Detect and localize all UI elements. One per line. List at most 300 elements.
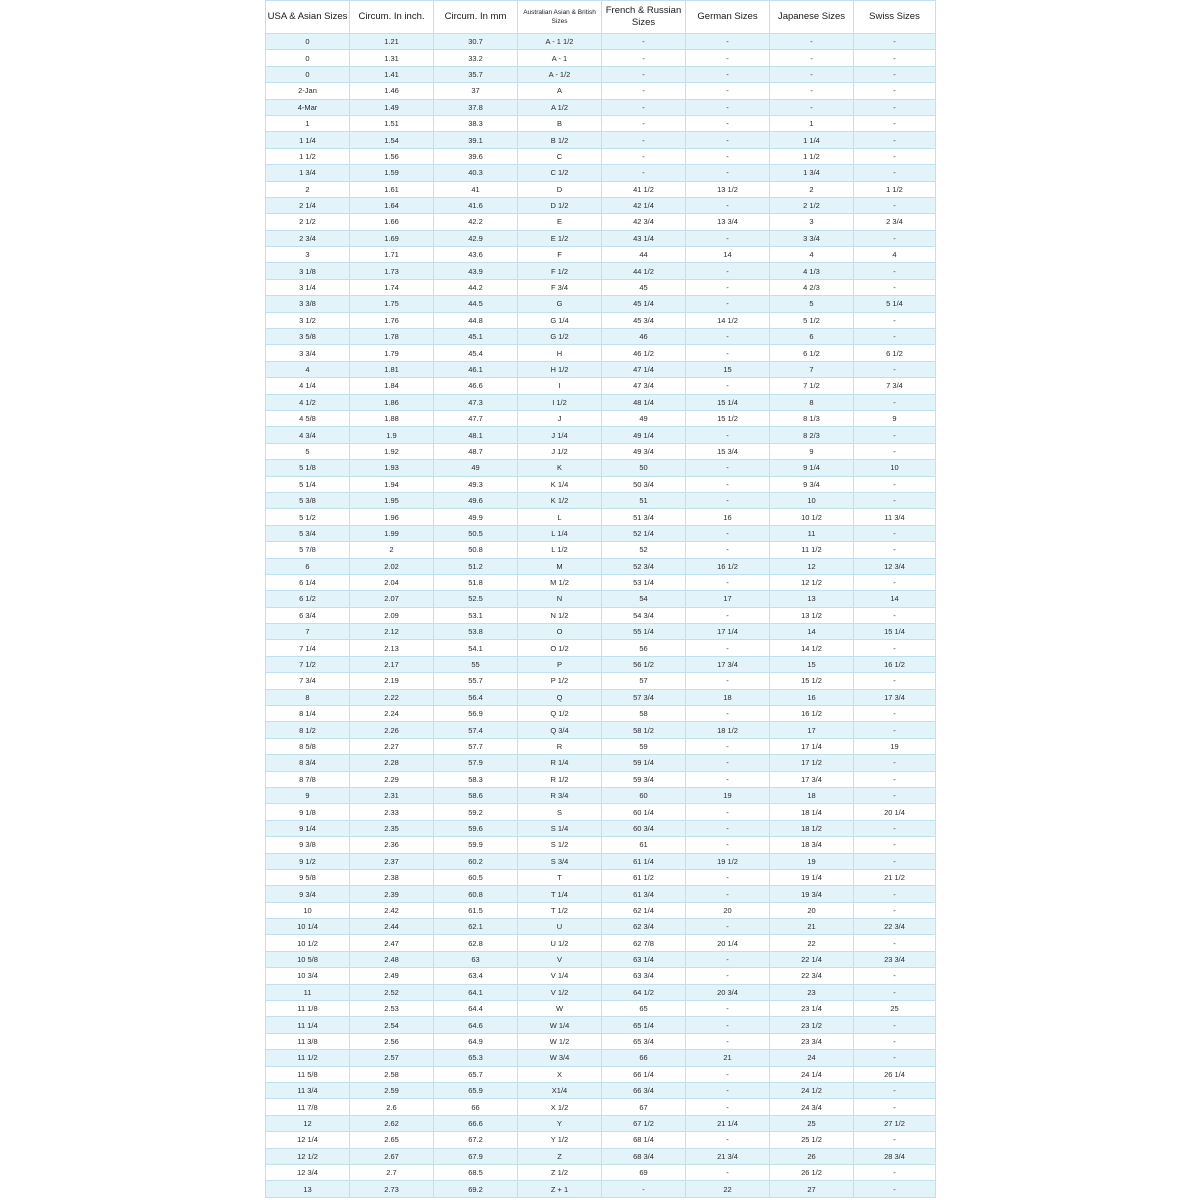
table-row — [266, 1164, 936, 1180]
cell-german-size: - — [686, 673, 770, 689]
cell-circum-inch: 2.73 — [350, 1181, 434, 1197]
table-row — [266, 83, 936, 99]
table-row — [266, 214, 936, 230]
cell-japanese-size: 27 — [770, 1181, 854, 1197]
cell-japanese-size: 22 3/4 — [770, 968, 854, 984]
cell-german-size: 16 — [686, 509, 770, 525]
cell-circum-inch: 2.65 — [350, 1132, 434, 1148]
cell-circum-mm: 47.7 — [434, 410, 518, 426]
cell-german-size: - — [686, 115, 770, 131]
cell-german-size: - — [686, 83, 770, 99]
cell-french-russian-size: 57 — [602, 673, 686, 689]
cell-australian-british-size: X1/4 — [518, 1083, 602, 1099]
cell-circum-inch: 1.49 — [350, 99, 434, 115]
cell-australian-british-size: T 1/4 — [518, 886, 602, 902]
cell-circum-inch: 2.02 — [350, 558, 434, 574]
cell-usa-asian-size: 9 3/8 — [266, 837, 350, 853]
cell-usa-asian-size: 3 1/8 — [266, 263, 350, 279]
cell-circum-mm: 55 — [434, 656, 518, 672]
table-row — [266, 460, 936, 476]
table-row — [266, 476, 936, 492]
cell-circum-inch: 2.04 — [350, 574, 434, 590]
cell-french-russian-size: - — [602, 165, 686, 181]
cell-swiss-size: 9 — [854, 410, 936, 426]
cell-swiss-size: - — [854, 542, 936, 558]
cell-australian-british-size: M — [518, 558, 602, 574]
cell-swiss-size: 26 1/4 — [854, 1066, 936, 1082]
cell-japanese-size: 19 — [770, 853, 854, 869]
table-row — [266, 1033, 936, 1049]
cell-german-size: - — [686, 804, 770, 820]
cell-circum-inch: 2.7 — [350, 1164, 434, 1180]
cell-french-russian-size: - — [602, 99, 686, 115]
cell-australian-british-size: U — [518, 919, 602, 935]
cell-german-size: - — [686, 951, 770, 967]
cell-australian-british-size: N 1/2 — [518, 607, 602, 623]
table-row — [266, 50, 936, 66]
cell-swiss-size: - — [854, 50, 936, 66]
cell-japanese-size: 15 1/2 — [770, 673, 854, 689]
cell-usa-asian-size: 1 — [266, 115, 350, 131]
cell-australian-british-size: V 1/2 — [518, 984, 602, 1000]
cell-usa-asian-size: 8 5/8 — [266, 738, 350, 754]
cell-japanese-size: 9 3/4 — [770, 476, 854, 492]
cell-australian-british-size: R — [518, 738, 602, 754]
cell-australian-british-size: V — [518, 951, 602, 967]
table-row — [266, 624, 936, 640]
cell-german-size: 14 — [686, 247, 770, 263]
table-row — [266, 656, 936, 672]
cell-japanese-size: 23 1/4 — [770, 1001, 854, 1017]
cell-circum-inch: 1.41 — [350, 66, 434, 82]
cell-french-russian-size: 48 1/4 — [602, 394, 686, 410]
cell-circum-inch: 2.6 — [350, 1099, 434, 1115]
cell-circum-inch: 1.93 — [350, 460, 434, 476]
table-row — [266, 263, 936, 279]
cell-australian-british-size: N — [518, 591, 602, 607]
cell-german-size: - — [686, 50, 770, 66]
cell-australian-british-size: O 1/2 — [518, 640, 602, 656]
cell-german-size: - — [686, 837, 770, 853]
cell-swiss-size: 20 1/4 — [854, 804, 936, 820]
cell-japanese-size: 22 — [770, 935, 854, 951]
cell-australian-british-size: G — [518, 296, 602, 312]
cell-circum-inch: 1.84 — [350, 378, 434, 394]
cell-swiss-size: - — [854, 886, 936, 902]
cell-circum-mm: 57.4 — [434, 722, 518, 738]
cell-german-size: - — [686, 607, 770, 623]
cell-australian-british-size: L — [518, 509, 602, 525]
cell-circum-inch: 1.9 — [350, 427, 434, 443]
cell-german-size: - — [686, 66, 770, 82]
cell-japanese-size: 18 — [770, 787, 854, 803]
cell-circum-inch: 2.33 — [350, 804, 434, 820]
cell-usa-asian-size: 3 5/8 — [266, 329, 350, 345]
cell-japanese-size: 24 1/2 — [770, 1083, 854, 1099]
table-row — [266, 935, 936, 951]
cell-circum-mm: 54.1 — [434, 640, 518, 656]
cell-circum-mm: 51.8 — [434, 574, 518, 590]
cell-circum-mm: 53.8 — [434, 624, 518, 640]
cell-german-size: - — [686, 542, 770, 558]
cell-circum-mm: 49 — [434, 460, 518, 476]
cell-usa-asian-size: 2-Jan — [266, 83, 350, 99]
cell-circum-mm: 52.5 — [434, 591, 518, 607]
cell-australian-british-size: J 1/2 — [518, 443, 602, 459]
table-row — [266, 591, 936, 607]
cell-circum-mm: 43.9 — [434, 263, 518, 279]
table-row — [266, 525, 936, 541]
cell-french-russian-size: - — [602, 148, 686, 164]
cell-japanese-size: 11 — [770, 525, 854, 541]
table-header — [266, 1, 936, 34]
cell-french-russian-size: 49 — [602, 410, 686, 426]
table-row — [266, 542, 936, 558]
cell-australian-british-size: A - 1 — [518, 50, 602, 66]
cell-circum-mm: 56.9 — [434, 706, 518, 722]
cell-japanese-size: 14 1/2 — [770, 640, 854, 656]
cell-japanese-size: 12 1/2 — [770, 574, 854, 590]
header-german-sizes: German Sizes — [686, 1, 770, 34]
cell-japanese-size: 24 — [770, 1050, 854, 1066]
cell-australian-british-size: V 1/4 — [518, 968, 602, 984]
cell-german-size: 18 — [686, 689, 770, 705]
cell-circum-inch: 1.88 — [350, 410, 434, 426]
cell-swiss-size: - — [854, 99, 936, 115]
cell-circum-mm: 56.4 — [434, 689, 518, 705]
table-row — [266, 706, 936, 722]
cell-swiss-size: - — [854, 427, 936, 443]
table-row — [266, 837, 936, 853]
cell-circum-inch: 2.09 — [350, 607, 434, 623]
cell-japanese-size: 12 — [770, 558, 854, 574]
table-row — [266, 279, 936, 295]
cell-circum-inch: 2.57 — [350, 1050, 434, 1066]
cell-circum-inch: 2.58 — [350, 1066, 434, 1082]
cell-usa-asian-size: 5 1/4 — [266, 476, 350, 492]
cell-circum-inch: 2.35 — [350, 820, 434, 836]
cell-japanese-size: 4 2/3 — [770, 279, 854, 295]
cell-french-russian-size: 44 — [602, 247, 686, 263]
cell-french-russian-size: 51 3/4 — [602, 509, 686, 525]
cell-japanese-size: 17 3/4 — [770, 771, 854, 787]
cell-australian-british-size: C — [518, 148, 602, 164]
cell-german-size: - — [686, 968, 770, 984]
table-row — [266, 509, 936, 525]
cell-swiss-size: 22 3/4 — [854, 919, 936, 935]
cell-japanese-size: - — [770, 34, 854, 50]
cell-circum-inch: 1.81 — [350, 361, 434, 377]
cell-french-russian-size: 56 1/2 — [602, 656, 686, 672]
cell-circum-inch: 2.44 — [350, 919, 434, 935]
table-row — [266, 99, 936, 115]
cell-circum-mm: 38.3 — [434, 115, 518, 131]
cell-japanese-size: 4 1/3 — [770, 263, 854, 279]
table-row — [266, 296, 936, 312]
cell-swiss-size: 4 — [854, 247, 936, 263]
cell-australian-british-size: L 1/4 — [518, 525, 602, 541]
cell-french-russian-size: 62 7/8 — [602, 935, 686, 951]
cell-usa-asian-size: 12 1/2 — [266, 1148, 350, 1164]
table-row — [266, 247, 936, 263]
cell-australian-british-size: A - 1/2 — [518, 66, 602, 82]
cell-australian-british-size: S — [518, 804, 602, 820]
cell-circum-inch: 2.59 — [350, 1083, 434, 1099]
cell-french-russian-size: - — [602, 83, 686, 99]
cell-french-russian-size: - — [602, 34, 686, 50]
cell-usa-asian-size: 1 1/2 — [266, 148, 350, 164]
cell-german-size: 19 1/2 — [686, 853, 770, 869]
table-row — [266, 820, 936, 836]
cell-circum-mm: 63 — [434, 951, 518, 967]
cell-french-russian-size: 60 — [602, 787, 686, 803]
cell-australian-british-size: I — [518, 378, 602, 394]
cell-french-russian-size: - — [602, 115, 686, 131]
cell-german-size: - — [686, 345, 770, 361]
cell-french-russian-size: 47 3/4 — [602, 378, 686, 394]
cell-japanese-size: 13 — [770, 591, 854, 607]
cell-german-size: - — [686, 1017, 770, 1033]
cell-german-size: - — [686, 1132, 770, 1148]
cell-australian-british-size: T 1/2 — [518, 902, 602, 918]
cell-circum-mm: 41 — [434, 181, 518, 197]
header-row — [266, 1, 936, 34]
cell-circum-inch: 1.54 — [350, 132, 434, 148]
cell-circum-inch: 2 — [350, 542, 434, 558]
cell-circum-inch: 2.67 — [350, 1148, 434, 1164]
cell-circum-mm: 44.5 — [434, 296, 518, 312]
cell-australian-british-size: S 1/2 — [518, 837, 602, 853]
cell-usa-asian-size: 4 1/2 — [266, 394, 350, 410]
cell-french-russian-size: 50 — [602, 460, 686, 476]
cell-usa-asian-size: 4-Mar — [266, 99, 350, 115]
table-row — [266, 984, 936, 1000]
cell-circum-inch: 2.28 — [350, 755, 434, 771]
cell-swiss-size: 1 1/2 — [854, 181, 936, 197]
cell-usa-asian-size: 9 — [266, 787, 350, 803]
cell-german-size: - — [686, 919, 770, 935]
cell-circum-inch: 2.54 — [350, 1017, 434, 1033]
cell-japanese-size: 13 1/2 — [770, 607, 854, 623]
cell-australian-british-size: A - 1 1/2 — [518, 34, 602, 50]
cell-usa-asian-size: 6 1/4 — [266, 574, 350, 590]
table-row — [266, 574, 936, 590]
cell-swiss-size: - — [854, 263, 936, 279]
cell-french-russian-size: 56 — [602, 640, 686, 656]
table-row — [266, 1001, 936, 1017]
cell-french-russian-size: 68 3/4 — [602, 1148, 686, 1164]
cell-circum-inch: 2.22 — [350, 689, 434, 705]
table-row — [266, 427, 936, 443]
cell-usa-asian-size: 8 — [266, 689, 350, 705]
table-row — [266, 197, 936, 213]
cell-german-size: - — [686, 1001, 770, 1017]
cell-australian-british-size: R 1/4 — [518, 755, 602, 771]
cell-usa-asian-size: 2 — [266, 181, 350, 197]
cell-circum-inch: 2.39 — [350, 886, 434, 902]
cell-circum-mm: 64.4 — [434, 1001, 518, 1017]
cell-german-size: 21 1/4 — [686, 1115, 770, 1131]
cell-circum-mm: 69.2 — [434, 1181, 518, 1197]
cell-usa-asian-size: 6 1/2 — [266, 591, 350, 607]
cell-french-russian-size: 66 1/4 — [602, 1066, 686, 1082]
cell-japanese-size: 8 2/3 — [770, 427, 854, 443]
cell-circum-mm: 60.8 — [434, 886, 518, 902]
cell-japanese-size: 15 — [770, 656, 854, 672]
cell-swiss-size: 19 — [854, 738, 936, 754]
cell-french-russian-size: - — [602, 1181, 686, 1197]
cell-circum-inch: 2.53 — [350, 1001, 434, 1017]
cell-german-size: - — [686, 378, 770, 394]
cell-usa-asian-size: 9 1/4 — [266, 820, 350, 836]
cell-japanese-size: 6 — [770, 329, 854, 345]
header-circum-mm: Circum. In mm — [434, 1, 518, 34]
cell-usa-asian-size: 0 — [266, 50, 350, 66]
table-row — [266, 755, 936, 771]
cell-french-russian-size: 50 3/4 — [602, 476, 686, 492]
cell-japanese-size: 14 — [770, 624, 854, 640]
cell-usa-asian-size: 8 3/4 — [266, 755, 350, 771]
cell-circum-mm: 57.9 — [434, 755, 518, 771]
cell-japanese-size: 1 — [770, 115, 854, 131]
cell-french-russian-size: 44 1/2 — [602, 263, 686, 279]
cell-swiss-size: 15 1/4 — [854, 624, 936, 640]
cell-circum-mm: 67.9 — [434, 1148, 518, 1164]
cell-circum-mm: 48.7 — [434, 443, 518, 459]
cell-german-size: - — [686, 640, 770, 656]
cell-australian-british-size: H — [518, 345, 602, 361]
cell-japanese-size: 8 — [770, 394, 854, 410]
cell-usa-asian-size: 11 1/4 — [266, 1017, 350, 1033]
cell-australian-british-size: A — [518, 83, 602, 99]
cell-german-size: 17 — [686, 591, 770, 607]
cell-australian-british-size: S 3/4 — [518, 853, 602, 869]
cell-australian-british-size: C 1/2 — [518, 165, 602, 181]
cell-japanese-size: - — [770, 50, 854, 66]
cell-french-russian-size: 55 1/4 — [602, 624, 686, 640]
cell-circum-inch: 2.17 — [350, 656, 434, 672]
cell-german-size: 20 3/4 — [686, 984, 770, 1000]
cell-french-russian-size: 65 3/4 — [602, 1033, 686, 1049]
cell-swiss-size: - — [854, 787, 936, 803]
cell-german-size: 13 1/2 — [686, 181, 770, 197]
cell-swiss-size: - — [854, 83, 936, 99]
cell-german-size: 14 1/2 — [686, 312, 770, 328]
cell-french-russian-size: 42 1/4 — [602, 197, 686, 213]
cell-circum-mm: 67.2 — [434, 1132, 518, 1148]
cell-circum-mm: 64.1 — [434, 984, 518, 1000]
table-row — [266, 1017, 936, 1033]
cell-usa-asian-size: 4 3/4 — [266, 427, 350, 443]
cell-circum-inch: 2.52 — [350, 984, 434, 1000]
cell-french-russian-size: 53 1/4 — [602, 574, 686, 590]
cell-circum-inch: 1.92 — [350, 443, 434, 459]
cell-japanese-size: 23 1/2 — [770, 1017, 854, 1033]
table-row — [266, 607, 936, 623]
cell-japanese-size: 1 1/4 — [770, 132, 854, 148]
cell-circum-inch: 1.51 — [350, 115, 434, 131]
cell-japanese-size: - — [770, 83, 854, 99]
cell-swiss-size: 11 3/4 — [854, 509, 936, 525]
cell-circum-inch: 1.86 — [350, 394, 434, 410]
cell-usa-asian-size: 9 1/2 — [266, 853, 350, 869]
cell-swiss-size: - — [854, 722, 936, 738]
cell-swiss-size: - — [854, 837, 936, 853]
cell-german-size: - — [686, 1083, 770, 1099]
cell-japanese-size: 26 — [770, 1148, 854, 1164]
cell-australian-british-size: O — [518, 624, 602, 640]
header-usa-asian-sizes: USA & Asian Sizes — [266, 1, 350, 34]
cell-usa-asian-size: 11 1/8 — [266, 1001, 350, 1017]
cell-swiss-size: 25 — [854, 1001, 936, 1017]
cell-usa-asian-size: 10 5/8 — [266, 951, 350, 967]
cell-australian-british-size: R 3/4 — [518, 787, 602, 803]
cell-usa-asian-size: 10 — [266, 902, 350, 918]
cell-circum-inch: 2.12 — [350, 624, 434, 640]
cell-usa-asian-size: 8 1/2 — [266, 722, 350, 738]
cell-swiss-size: 14 — [854, 591, 936, 607]
cell-japanese-size: 19 1/4 — [770, 869, 854, 885]
cell-japanese-size: 7 — [770, 361, 854, 377]
cell-usa-asian-size: 11 5/8 — [266, 1066, 350, 1082]
cell-usa-asian-size: 6 3/4 — [266, 607, 350, 623]
cell-circum-mm: 59.2 — [434, 804, 518, 820]
cell-circum-inch: 1.99 — [350, 525, 434, 541]
table-row — [266, 1148, 936, 1164]
cell-australian-british-size: X — [518, 1066, 602, 1082]
header-japanese-sizes: Japanese Sizes — [770, 1, 854, 34]
cell-swiss-size: - — [854, 361, 936, 377]
cell-japanese-size: 1 1/2 — [770, 148, 854, 164]
cell-circum-inch: 1.79 — [350, 345, 434, 361]
cell-german-size: - — [686, 755, 770, 771]
cell-circum-mm: 58.6 — [434, 787, 518, 803]
cell-japanese-size: 25 1/2 — [770, 1132, 854, 1148]
cell-japanese-size: 9 1/4 — [770, 460, 854, 476]
cell-japanese-size: 10 1/2 — [770, 509, 854, 525]
cell-swiss-size: 12 3/4 — [854, 558, 936, 574]
cell-usa-asian-size: 11 3/8 — [266, 1033, 350, 1049]
cell-usa-asian-size: 5 3/4 — [266, 525, 350, 541]
cell-german-size: - — [686, 148, 770, 164]
cell-circum-mm: 60.5 — [434, 869, 518, 885]
cell-swiss-size: - — [854, 492, 936, 508]
cell-german-size: - — [686, 738, 770, 754]
table-row — [266, 1181, 936, 1197]
cell-german-size: - — [686, 263, 770, 279]
cell-australian-british-size: Y 1/2 — [518, 1132, 602, 1148]
cell-swiss-size: 6 1/2 — [854, 345, 936, 361]
cell-german-size: 16 1/2 — [686, 558, 770, 574]
table-row — [266, 132, 936, 148]
cell-japanese-size: 2 1/2 — [770, 197, 854, 213]
cell-swiss-size: - — [854, 279, 936, 295]
cell-usa-asian-size: 1 3/4 — [266, 165, 350, 181]
cell-usa-asian-size: 0 — [266, 66, 350, 82]
cell-french-russian-size: - — [602, 50, 686, 66]
cell-circum-inch: 1.71 — [350, 247, 434, 263]
cell-circum-mm: 64.6 — [434, 1017, 518, 1033]
cell-french-russian-size: 68 1/4 — [602, 1132, 686, 1148]
cell-german-size: 15 1/2 — [686, 410, 770, 426]
table-row — [266, 919, 936, 935]
cell-australian-british-size: A 1/2 — [518, 99, 602, 115]
cell-circum-mm: 35.7 — [434, 66, 518, 82]
cell-usa-asian-size: 12 1/4 — [266, 1132, 350, 1148]
cell-japanese-size: 17 — [770, 722, 854, 738]
cell-usa-asian-size: 12 — [266, 1115, 350, 1131]
header-swiss-sizes: Swiss Sizes — [854, 1, 936, 34]
